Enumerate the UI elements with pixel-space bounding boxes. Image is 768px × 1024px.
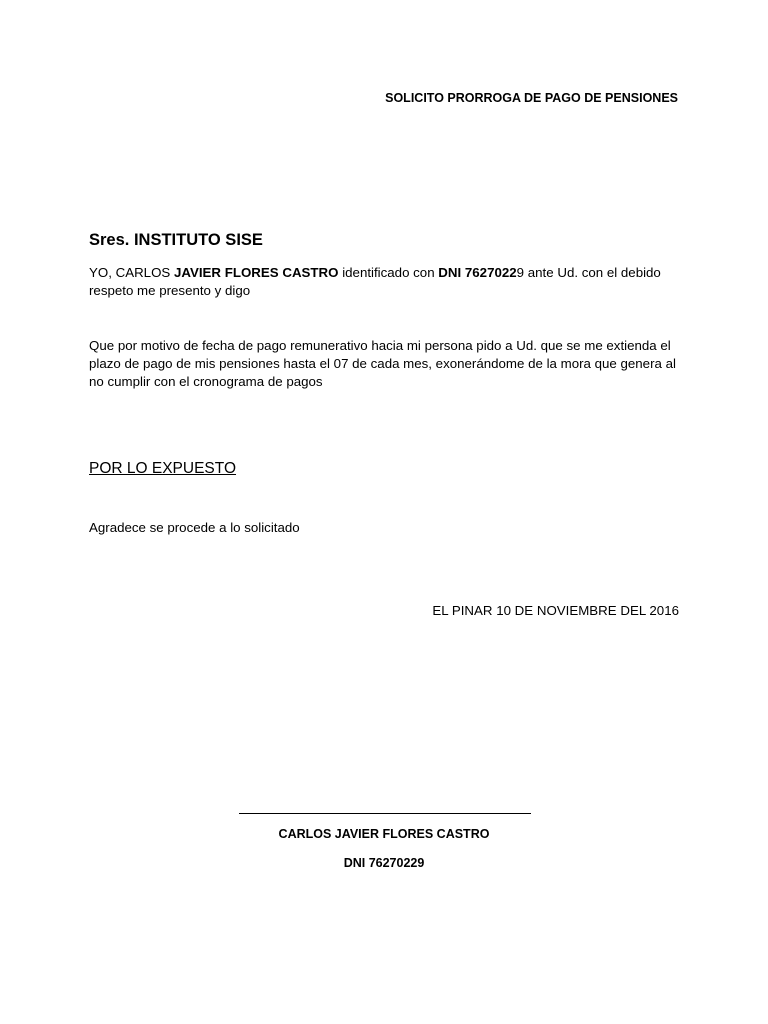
intro-paragraph — [89, 264, 689, 300]
letter-addressee: Sres. INSTITUTO SISE — [89, 231, 263, 249]
signature-line — [239, 813, 531, 814]
intro-name-bold: JAVIER FLORES CASTRO — [173, 265, 339, 280]
signer-name: CARLOS JAVIER FLORES CASTRO — [278, 827, 490, 841]
closing-paragraph: Agradece se procede a lo solicitado — [89, 520, 300, 535]
intro-text-3: 9 ante Ud. con el debido respeto me presento y digo — [89, 265, 661, 298]
letter-subject: SOLICITO PRORROGA DE PAGO DE PENSIONES — [385, 91, 678, 105]
section-heading: POR LO EXPUESTO — [89, 460, 237, 477]
body-paragraph: Que por motivo de fecha de pago remunerativo hacia mi persona pido a Ud. que se me extienda el plazo de pago de mis pensiones hasta el 07 de cada mes, exonerándome de la mora que genera al no cumplir con el cronograma de pagos — [89, 338, 676, 389]
signer-dni: DNI 76270229 — [343, 856, 425, 870]
date-line: EL PINAR 10 DE NOVIEMBRE DEL 2016 — [432, 603, 679, 618]
intro-text-2: identificado con — [338, 265, 439, 280]
intro-dni-bold: DNI 7627022 — [438, 265, 517, 280]
intro-text-1: YO, CARLOS — [89, 265, 174, 280]
